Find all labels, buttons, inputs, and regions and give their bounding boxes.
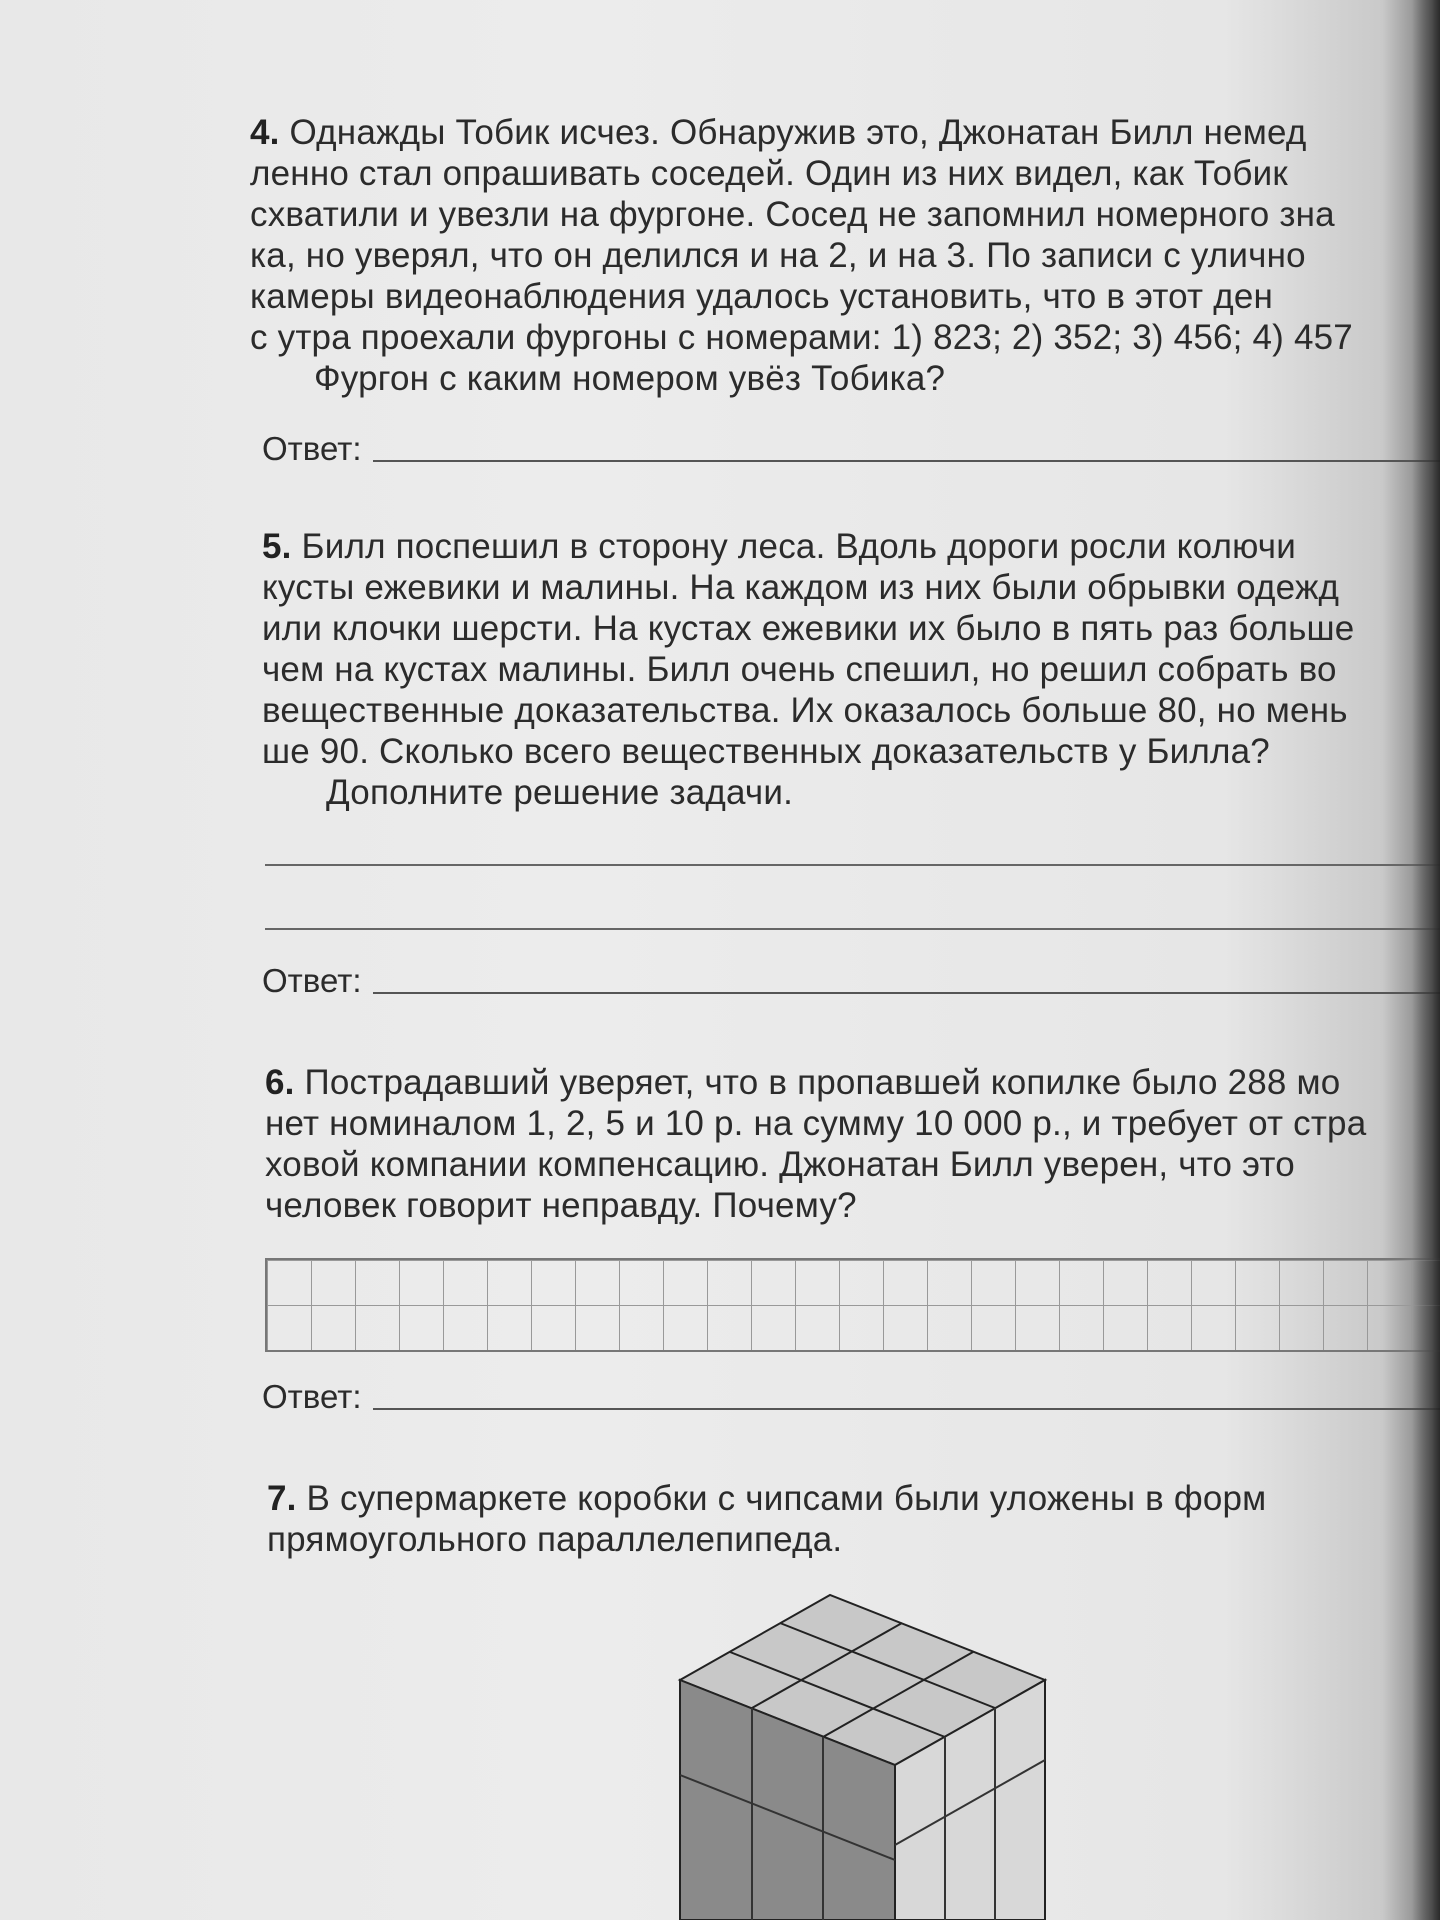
task-text-line: кусты ежевики и малины. На каждом из них были обрывки одежд — [262, 568, 1340, 607]
task-4 — [250, 112, 1440, 399]
answer-label: Ответ: — [262, 1378, 362, 1415]
task-text-line: схватили и увезли на фургоне. Сосед не запомнил номерного зна — [250, 195, 1335, 234]
answer-label: Ответ: — [262, 962, 362, 999]
task-number: 6. — [265, 1063, 295, 1102]
task-text-line: Пострадавший уверяет, что в пропавшей копилке было 288 мо — [304, 1063, 1341, 1102]
task-text-line: ленно стал опрашивать соседей. Один из них видел, как Тобик — [250, 154, 1288, 193]
task-instruction: Дополните решение задачи. — [326, 773, 794, 812]
task-text-line: нет номиналом 1, 2, 5 и 10 р. на сумму 10 000 р., и требует от стра — [265, 1104, 1367, 1143]
task-text-line: чем на кустах малины. Билл очень спешил, но решил собрать во — [262, 650, 1337, 689]
task-number: 4. — [250, 113, 280, 152]
answer-label: Ответ: — [262, 430, 362, 467]
answer-line[interactable] — [373, 460, 1440, 462]
solution-line[interactable] — [265, 864, 1440, 866]
answer-field[interactable] — [262, 1378, 1440, 1416]
answer-line[interactable] — [373, 992, 1440, 994]
task-question: Фургон с каким номером увёз Тобика? — [314, 359, 946, 398]
task-text-line: камеры видеонаблюдения удалось установить, что в этот ден — [250, 277, 1274, 316]
task-number: 5. — [262, 527, 292, 566]
task-text-line: прямоугольного параллелепипеда. — [267, 1520, 843, 1559]
task-text-line: Билл поспешил в сторону леса. Вдоль дороги росли колючи — [301, 527, 1296, 566]
answer-field[interactable] — [262, 962, 1440, 1000]
task-text-line: вещественные доказательства. Их оказалось больше 80, но мень — [262, 691, 1348, 730]
answer-line[interactable] — [373, 1408, 1440, 1410]
task-6 — [265, 1062, 1440, 1226]
page-edge-shadow — [1412, 0, 1440, 1920]
task-7 — [267, 1478, 1440, 1560]
solution-grid[interactable] — [265, 1258, 1440, 1352]
task-text-line: или клочки шерсти. На кустах ежевики их было в пять раз больше — [262, 609, 1355, 648]
task-text-line: В супермаркете коробки с чипсами были уложены в форм — [306, 1479, 1267, 1518]
task-text-line: ше 90. Сколько всего вещественных доказательств у Билла? — [262, 732, 1270, 771]
task-text-line: Однажды Тобик исчез. Обнаружив это, Джонатан Билл немед — [289, 113, 1307, 152]
task-text-line: ховой компании компенсацию. Джонатан Билл уверен, что это — [265, 1145, 1295, 1184]
answer-field[interactable] — [262, 430, 1440, 468]
task-5 — [262, 526, 1440, 813]
task-text-line: с утра проехали фургоны с номерами: 1) 823; 2) 352; 3) 456; 4) 457 — [250, 318, 1353, 357]
solution-line[interactable] — [265, 928, 1440, 930]
task-text-line: ка, но уверял, что он делился и на 2, и на 3. По записи с улично — [250, 236, 1306, 275]
task-text-line: человек говорит неправду. Почему? — [265, 1186, 857, 1225]
parallelepiped-figure — [670, 1590, 1060, 1920]
task-number: 7. — [267, 1479, 297, 1518]
